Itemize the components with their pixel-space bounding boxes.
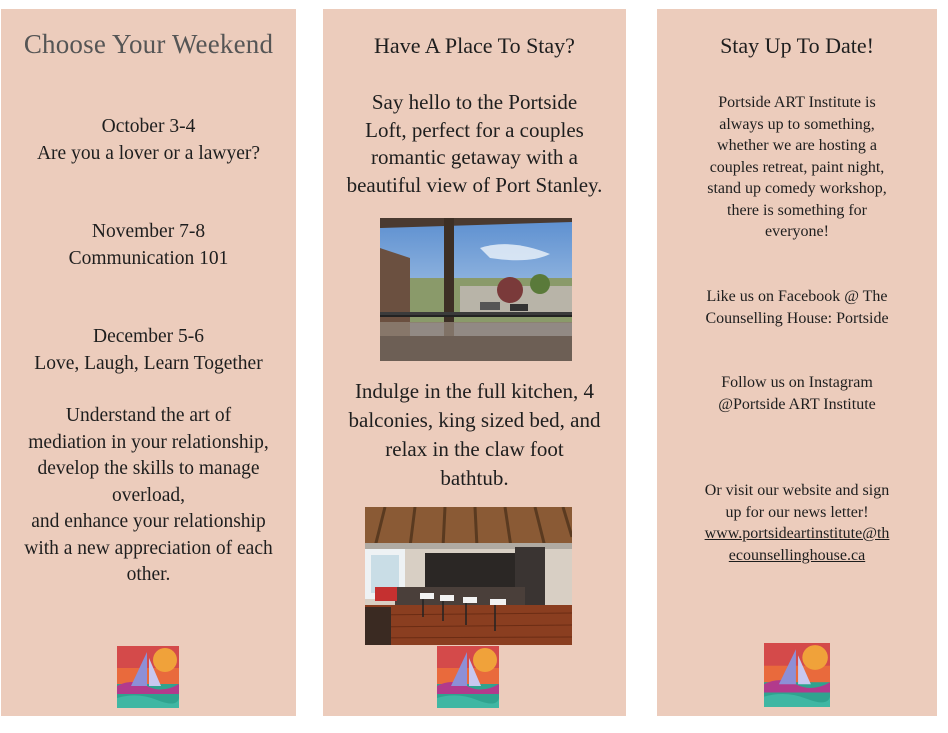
description-line: overload, xyxy=(111,484,186,506)
desc-line: Indulge in the full kitchen, 4 xyxy=(354,379,595,403)
description-line: Understand the art of xyxy=(65,405,232,426)
description-line: other. xyxy=(126,564,171,585)
logo-painting xyxy=(764,643,830,707)
event-date: October 3-4 xyxy=(101,116,196,137)
desc-line: balconies, king sized bed, and xyxy=(348,408,601,432)
website-line: up for our news letter! xyxy=(725,503,869,521)
about-line: everyone! xyxy=(765,223,829,240)
weekend-title: Choose Your Weekend xyxy=(23,29,274,59)
logo-painting xyxy=(117,646,179,708)
about-line: always up to something, xyxy=(719,115,875,133)
stay-title: Have A Place To Stay? xyxy=(374,33,575,58)
weekend-panel xyxy=(1,9,296,716)
updates-title: Stay Up To Date! xyxy=(720,33,874,58)
stay-intro xyxy=(323,89,626,199)
updates-panel xyxy=(657,9,937,716)
intro-line: Say hello to the Portside xyxy=(371,90,578,114)
event-november xyxy=(1,218,296,272)
desc-line: relax in the claw foot xyxy=(385,437,564,461)
event-date: November 7-8 xyxy=(91,221,206,242)
desc-line: bathtub. xyxy=(440,466,509,490)
intro-line: beautiful view of Port Stanley. xyxy=(346,172,603,197)
logo-painting xyxy=(437,646,499,708)
website-link[interactable]: www.portsideartinstitute@th xyxy=(704,525,890,542)
website-line: Or visit our website and sign xyxy=(704,482,890,499)
about-line: couples retreat, paint night, xyxy=(709,158,885,176)
event-name: Communication 101 xyxy=(68,248,229,269)
description-line: mediation in your relationship, xyxy=(28,431,269,453)
event-december xyxy=(1,323,296,377)
stay-panel xyxy=(323,9,626,716)
stay-description xyxy=(323,377,626,493)
event-october xyxy=(1,113,296,167)
kitchen-photo xyxy=(365,507,572,645)
intro-line: Loft, perfect for a couples xyxy=(365,117,584,142)
event-name: Are you a lover or a lawyer? xyxy=(36,143,261,164)
weekend-description xyxy=(1,403,296,589)
intro-line: romantic getaway with a xyxy=(370,145,578,169)
about-line: there is something for xyxy=(727,201,867,219)
instagram-line: Follow us on Instagram xyxy=(721,374,873,391)
instagram-line: @Portside ART Institute xyxy=(718,395,876,413)
about-line: stand up comedy workshop, xyxy=(707,180,887,197)
facebook-line: Like us on Facebook @ The xyxy=(706,288,888,305)
website-link[interactable]: ecounsellinghouse.ca xyxy=(728,546,866,564)
about-line: whether we are hosting a xyxy=(717,137,877,154)
description-line: with a new appreciation of each xyxy=(24,537,273,559)
description-line: develop the skills to manage xyxy=(37,458,260,479)
about-text xyxy=(657,92,937,243)
about-line: Portside ART Institute is xyxy=(718,94,876,111)
website-text xyxy=(657,480,937,566)
instagram-text xyxy=(657,372,937,415)
event-name: Love, Laugh, Learn Together xyxy=(34,353,263,374)
description-line: and enhance your relationship xyxy=(31,511,266,532)
balcony-view-photo xyxy=(380,218,572,361)
facebook-line: Counselling House: Portside xyxy=(705,309,889,327)
event-date: December 5-6 xyxy=(93,326,204,347)
facebook-text xyxy=(657,286,937,329)
